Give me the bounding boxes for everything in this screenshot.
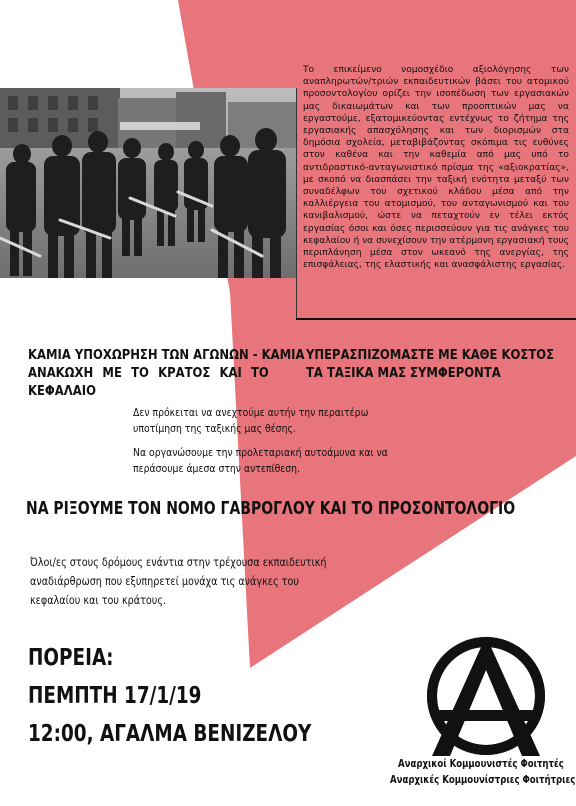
- circle-a-anarchy-icon: [424, 634, 548, 758]
- slogan-right: [306, 346, 554, 382]
- event-title: ΠΟΡΕΙΑ:: [28, 645, 114, 671]
- paragraph-organize-line2: περάσουμε άμεσα στην αντεπίθεση.: [133, 461, 301, 475]
- event-date: ΠΕΜΠΤΗ 17/1/19: [28, 683, 202, 709]
- slogan-right-line1: ΥΠΕΡΑΣΠΙΖΟΜΑΣΤΕ ΜΕ ΚΑΘΕ ΚΟΣΤΟΣ: [306, 347, 555, 363]
- divider-line: [296, 318, 576, 320]
- paragraph-tolerance: [133, 405, 368, 436]
- photo-divider-vertical: [296, 88, 297, 320]
- paragraph-tolerance-line2: υποτίμηση της ταξικής μας θέσης.: [133, 421, 296, 435]
- event-place: 12:00, ΑΓΑΛΜΑ ΒΕΝΙΖΕΛΟΥ: [28, 721, 312, 747]
- paragraph-tolerance-line1: Δεν πρόκειται να ανεχτούμε αυτήν την περαιτέρω: [133, 406, 369, 419]
- slogan-left-line2: ΑΝΑΚΩΧΗ ΜΕ ΤΟ ΚΡΑΤΟΣ ΚΑΙ ΤΟ: [28, 365, 269, 381]
- call-paragraph: [30, 553, 327, 610]
- slogan-left: [28, 346, 304, 400]
- call-paragraph-line3: κεφαλαίου και του κράτους.: [30, 594, 167, 607]
- slogan-left-line3: ΚΕΦΑΛΑΙΟ: [28, 383, 96, 399]
- paragraph-organize-line1: Να οργανώσουμε την προλεταριακή αυτοάμυνα και να: [133, 446, 388, 459]
- intro-paragraph: Το επικείμενο νομοσχέδιο αξιολόγησης των αναπληρωτών/τριών εκπαιδευτικών βάσει του ατομικού προσοντολογίου ορίζει την ισοπέδωση των εργασιακών μας δικαιωμάτων και των προοπτικών μας να εργαστούμε, εξατομικεύοντας εντέχνως το ζήτημα της εργασιακής απασχόλησης και των διορισμών στα δημόσια σχολεία, μεταβιβάζοντας σκόπιμα τις ευθύνες στον καθένα και την καθεμία από μας υπό το αντιδραστικό-ανταγωνιστικό πρίσμα της «αξιοκρατίας», με σκοπό να διασπάσει την ταξική ενότητα μεταξύ των συναδέλφων του σχετικού κλάδου μέσα από την καλλιέργεια του ατομισμού, του ανταγωνισμού και του κανιβαλισμού, ώστε να πεταχτούν εν τέλει εκτός εργασίας όσοι και όσες περισσεύουν για τις ανάγκες του κεφαλαίου ή να συνεχίσουν την ατέρμονη εργασιακή τους περιπλάνηση μέσα στον ωκεανό της ανεργίας, της επισφάλειας, της ελαστικής και ανασφάλιστης εργασίας.: [303, 65, 569, 271]
- slogan-left-line1: ΚΑΜΙΑ ΥΠΟΧΩΡΗΣΗ ΤΩΝ ΑΓΩΝΩΝ - ΚΑΜΙΑ: [28, 347, 305, 363]
- organization-line1: Αναρχικοί Κομμουνιστές Φοιτητές: [398, 759, 564, 770]
- organization-line2: Αναρχικές Κομμουνίστριες Φοιτήτριες: [390, 775, 576, 786]
- slogan-right-line2: ΤΑ ΤΑΞΙΚΑ ΜΑΣ ΣΥΜΦΕΡΟΝΤΑ: [306, 365, 501, 381]
- call-paragraph-line1: Όλοι/ες στους δρόμους ενάντια στην τρέχουσα εκπαιδευτική: [30, 556, 327, 569]
- paragraph-organize: [133, 445, 388, 476]
- call-paragraph-line2: αναδιάρθρωση που εξυπηρετεί μονάχα τις ανάγκες του: [30, 575, 299, 588]
- headline: ΝΑ ΡΙΞΟΥΜΕ ΤΟΝ ΝΟΜΟ ΓΑΒΡΟΓΛΟΥ ΚΑΙ ΤΟ ΠΡΟΣΟΝΤΟΛΟΓΙΟ: [26, 499, 516, 519]
- protest-photo: [0, 88, 296, 278]
